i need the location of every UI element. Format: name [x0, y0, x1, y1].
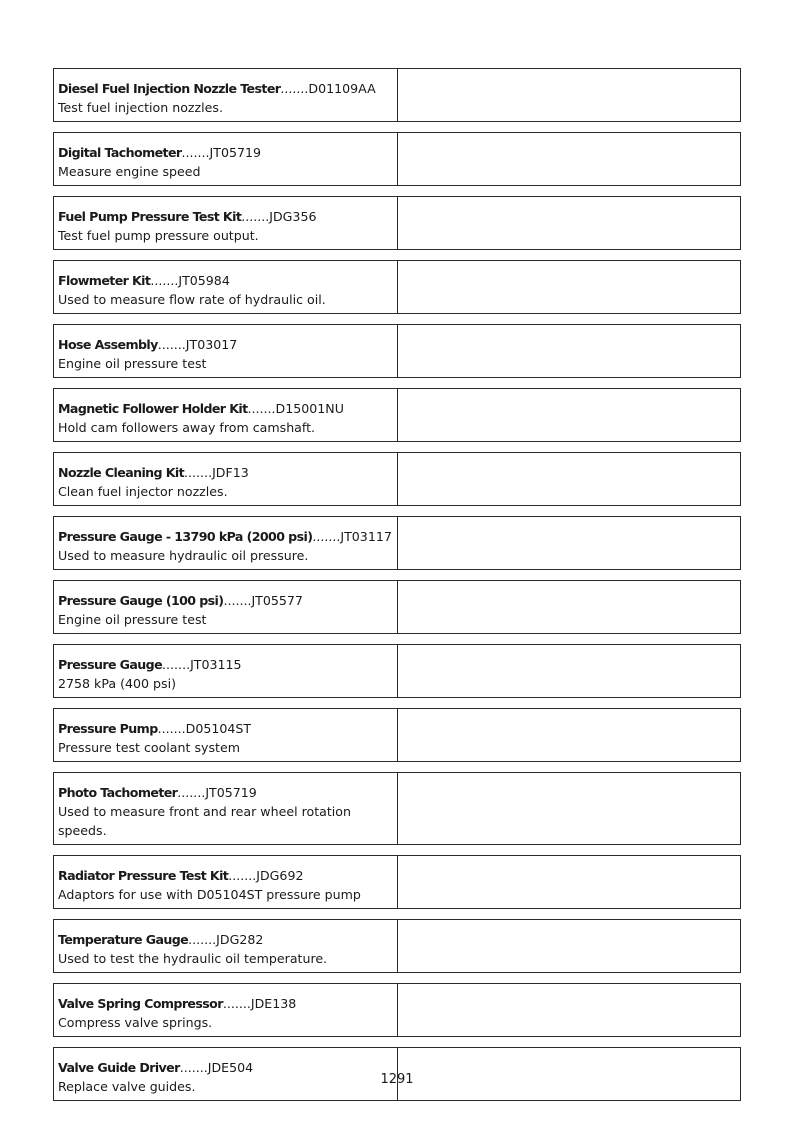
tool-part-number: JDE138 — [250, 996, 297, 1011]
tool-part-number: JT03017 — [185, 337, 238, 352]
tool-part-number: JT03115 — [190, 657, 242, 672]
tool-empty-cell — [398, 325, 740, 377]
tool-purpose: Used to measure front and rear wheel rotation speeds. — [58, 804, 351, 838]
tool-row — [53, 708, 741, 762]
tool-purpose: Engine oil pressure test — [58, 612, 207, 627]
tool-description-cell — [54, 517, 398, 569]
tool-name: Fuel Pump Pressure Test Kit — [58, 209, 242, 224]
tool-name: Temperature Gauge — [58, 932, 189, 947]
tool-purpose: Used to measure flow rate of hydraulic oil. — [58, 292, 326, 307]
tool-description-cell — [54, 581, 398, 633]
tool-description-cell — [54, 773, 398, 844]
tool-row — [53, 580, 741, 634]
tool-row — [53, 452, 741, 506]
tool-empty-cell — [398, 581, 740, 633]
tool-leader-dots: ....... — [157, 721, 186, 736]
tool-purpose: Compress valve springs. — [58, 1015, 213, 1030]
tool-part-number: JDG282 — [216, 932, 264, 947]
tool-name: Hose Assembly — [58, 337, 158, 352]
tool-empty-cell — [398, 197, 740, 249]
tool-row — [53, 132, 741, 186]
tool-empty-cell — [398, 645, 740, 697]
tool-purpose: Used to test the hydraulic oil temperature. — [58, 951, 328, 966]
tool-purpose: Engine oil pressure test — [58, 356, 207, 371]
tool-part-number: JT03117 — [340, 529, 392, 544]
tool-empty-cell — [398, 709, 740, 761]
tool-row — [53, 983, 741, 1037]
tool-name: Pressure Pump — [58, 721, 158, 736]
tool-row — [53, 324, 741, 378]
tool-part-number: JT05719 — [209, 145, 262, 160]
tool-empty-cell — [398, 69, 740, 121]
tool-name: Valve Guide Driver — [58, 1060, 180, 1075]
tool-name: Flowmeter Kit — [58, 273, 151, 288]
tool-empty-cell — [398, 453, 740, 505]
tool-name: Pressure Gauge (100 psi) — [58, 593, 224, 608]
tool-description-cell — [54, 133, 398, 185]
tool-name: Radiator Pressure Test Kit — [58, 868, 229, 883]
tool-row — [53, 855, 741, 909]
tool-part-number: JDG356 — [269, 209, 317, 224]
tool-empty-cell — [398, 984, 740, 1036]
tool-name: Pressure Gauge — [58, 657, 163, 672]
tool-row — [53, 919, 741, 973]
tool-row — [53, 388, 741, 442]
tool-name: Magnetic Follower Holder Kit — [58, 401, 248, 416]
tool-purpose: Replace valve guides. — [58, 1079, 196, 1094]
tool-leader-dots: ....... — [162, 657, 191, 672]
tool-purpose: 2758 kPa (400 psi) — [58, 676, 177, 691]
tool-description-cell — [54, 261, 398, 313]
tool-empty-cell — [398, 856, 740, 908]
tool-row — [53, 516, 741, 570]
tool-name: Nozzle Cleaning Kit — [58, 465, 185, 480]
tool-leader-dots: ....... — [247, 401, 276, 416]
tool-part-number: D05104ST — [185, 721, 252, 736]
tool-leader-dots: ....... — [312, 529, 341, 544]
tool-name: Photo Tachometer — [58, 785, 178, 800]
tool-leader-dots: ....... — [228, 868, 257, 883]
tool-description-cell — [54, 325, 398, 377]
tool-part-number: JDE504 — [207, 1060, 254, 1075]
tools-table — [53, 68, 741, 1111]
tool-name: Digital Tachometer — [58, 145, 182, 160]
page-number: 1291 — [380, 1072, 414, 1087]
tool-empty-cell — [398, 261, 740, 313]
tool-part-number: JT05719 — [205, 785, 257, 800]
tool-leader-dots: ....... — [280, 81, 309, 96]
tool-empty-cell — [398, 389, 740, 441]
tool-part-number: JDF13 — [212, 465, 249, 480]
tool-name: Valve Spring Compressor — [58, 996, 223, 1011]
tool-purpose: Test fuel pump pressure output. — [58, 228, 259, 243]
tool-leader-dots: ....... — [177, 785, 206, 800]
tool-empty-cell — [398, 133, 740, 185]
tool-purpose: Adaptors for use with D05104ST pressure pump — [58, 887, 361, 902]
tool-part-number: JT05984 — [178, 273, 230, 288]
tool-purpose: Test fuel injection nozzles. — [58, 100, 223, 115]
tool-row — [53, 68, 741, 122]
tool-description-cell — [54, 709, 398, 761]
tool-leader-dots: ....... — [157, 337, 186, 352]
tool-description-cell — [54, 453, 398, 505]
tool-purpose: Pressure test coolant system — [58, 740, 240, 755]
tool-description-cell — [54, 69, 398, 121]
tool-part-number: JT05577 — [251, 593, 303, 608]
tool-description-cell — [54, 856, 398, 908]
tool-row — [53, 772, 741, 845]
tool-leader-dots: ....... — [184, 465, 213, 480]
tool-part-number: D01109AA — [308, 81, 376, 96]
tool-purpose: Clean fuel injector nozzles. — [58, 484, 228, 499]
tool-name: Diesel Fuel Injection Nozzle Tester — [58, 81, 281, 96]
tool-leader-dots: ....... — [179, 1060, 208, 1075]
tool-description-cell — [54, 920, 398, 972]
tool-description-cell — [54, 984, 398, 1036]
tool-leader-dots: ....... — [223, 593, 252, 608]
tool-leader-dots: ....... — [181, 145, 210, 160]
tool-leader-dots: ....... — [222, 996, 251, 1011]
tool-purpose: Hold cam followers away from camshaft. — [58, 420, 316, 435]
tool-name: Pressure Gauge - 13790 kPa (2000 psi) — [58, 529, 313, 544]
tool-leader-dots: ....... — [188, 932, 217, 947]
tool-empty-cell — [398, 920, 740, 972]
tool-part-number: JDG692 — [256, 868, 304, 883]
tool-purpose: Measure engine speed — [58, 164, 201, 179]
tool-row — [53, 644, 741, 698]
tool-part-number: D15001NU — [275, 401, 344, 416]
tool-leader-dots: ....... — [241, 209, 270, 224]
tool-description-cell — [54, 197, 398, 249]
tool-empty-cell — [398, 517, 740, 569]
tool-row — [53, 196, 741, 250]
tool-description-cell — [54, 389, 398, 441]
tool-purpose: Used to measure hydraulic oil pressure. — [58, 548, 309, 563]
tool-empty-cell — [398, 773, 740, 844]
tool-description-cell — [54, 645, 398, 697]
tool-row — [53, 260, 741, 314]
tool-leader-dots: ....... — [150, 273, 179, 288]
